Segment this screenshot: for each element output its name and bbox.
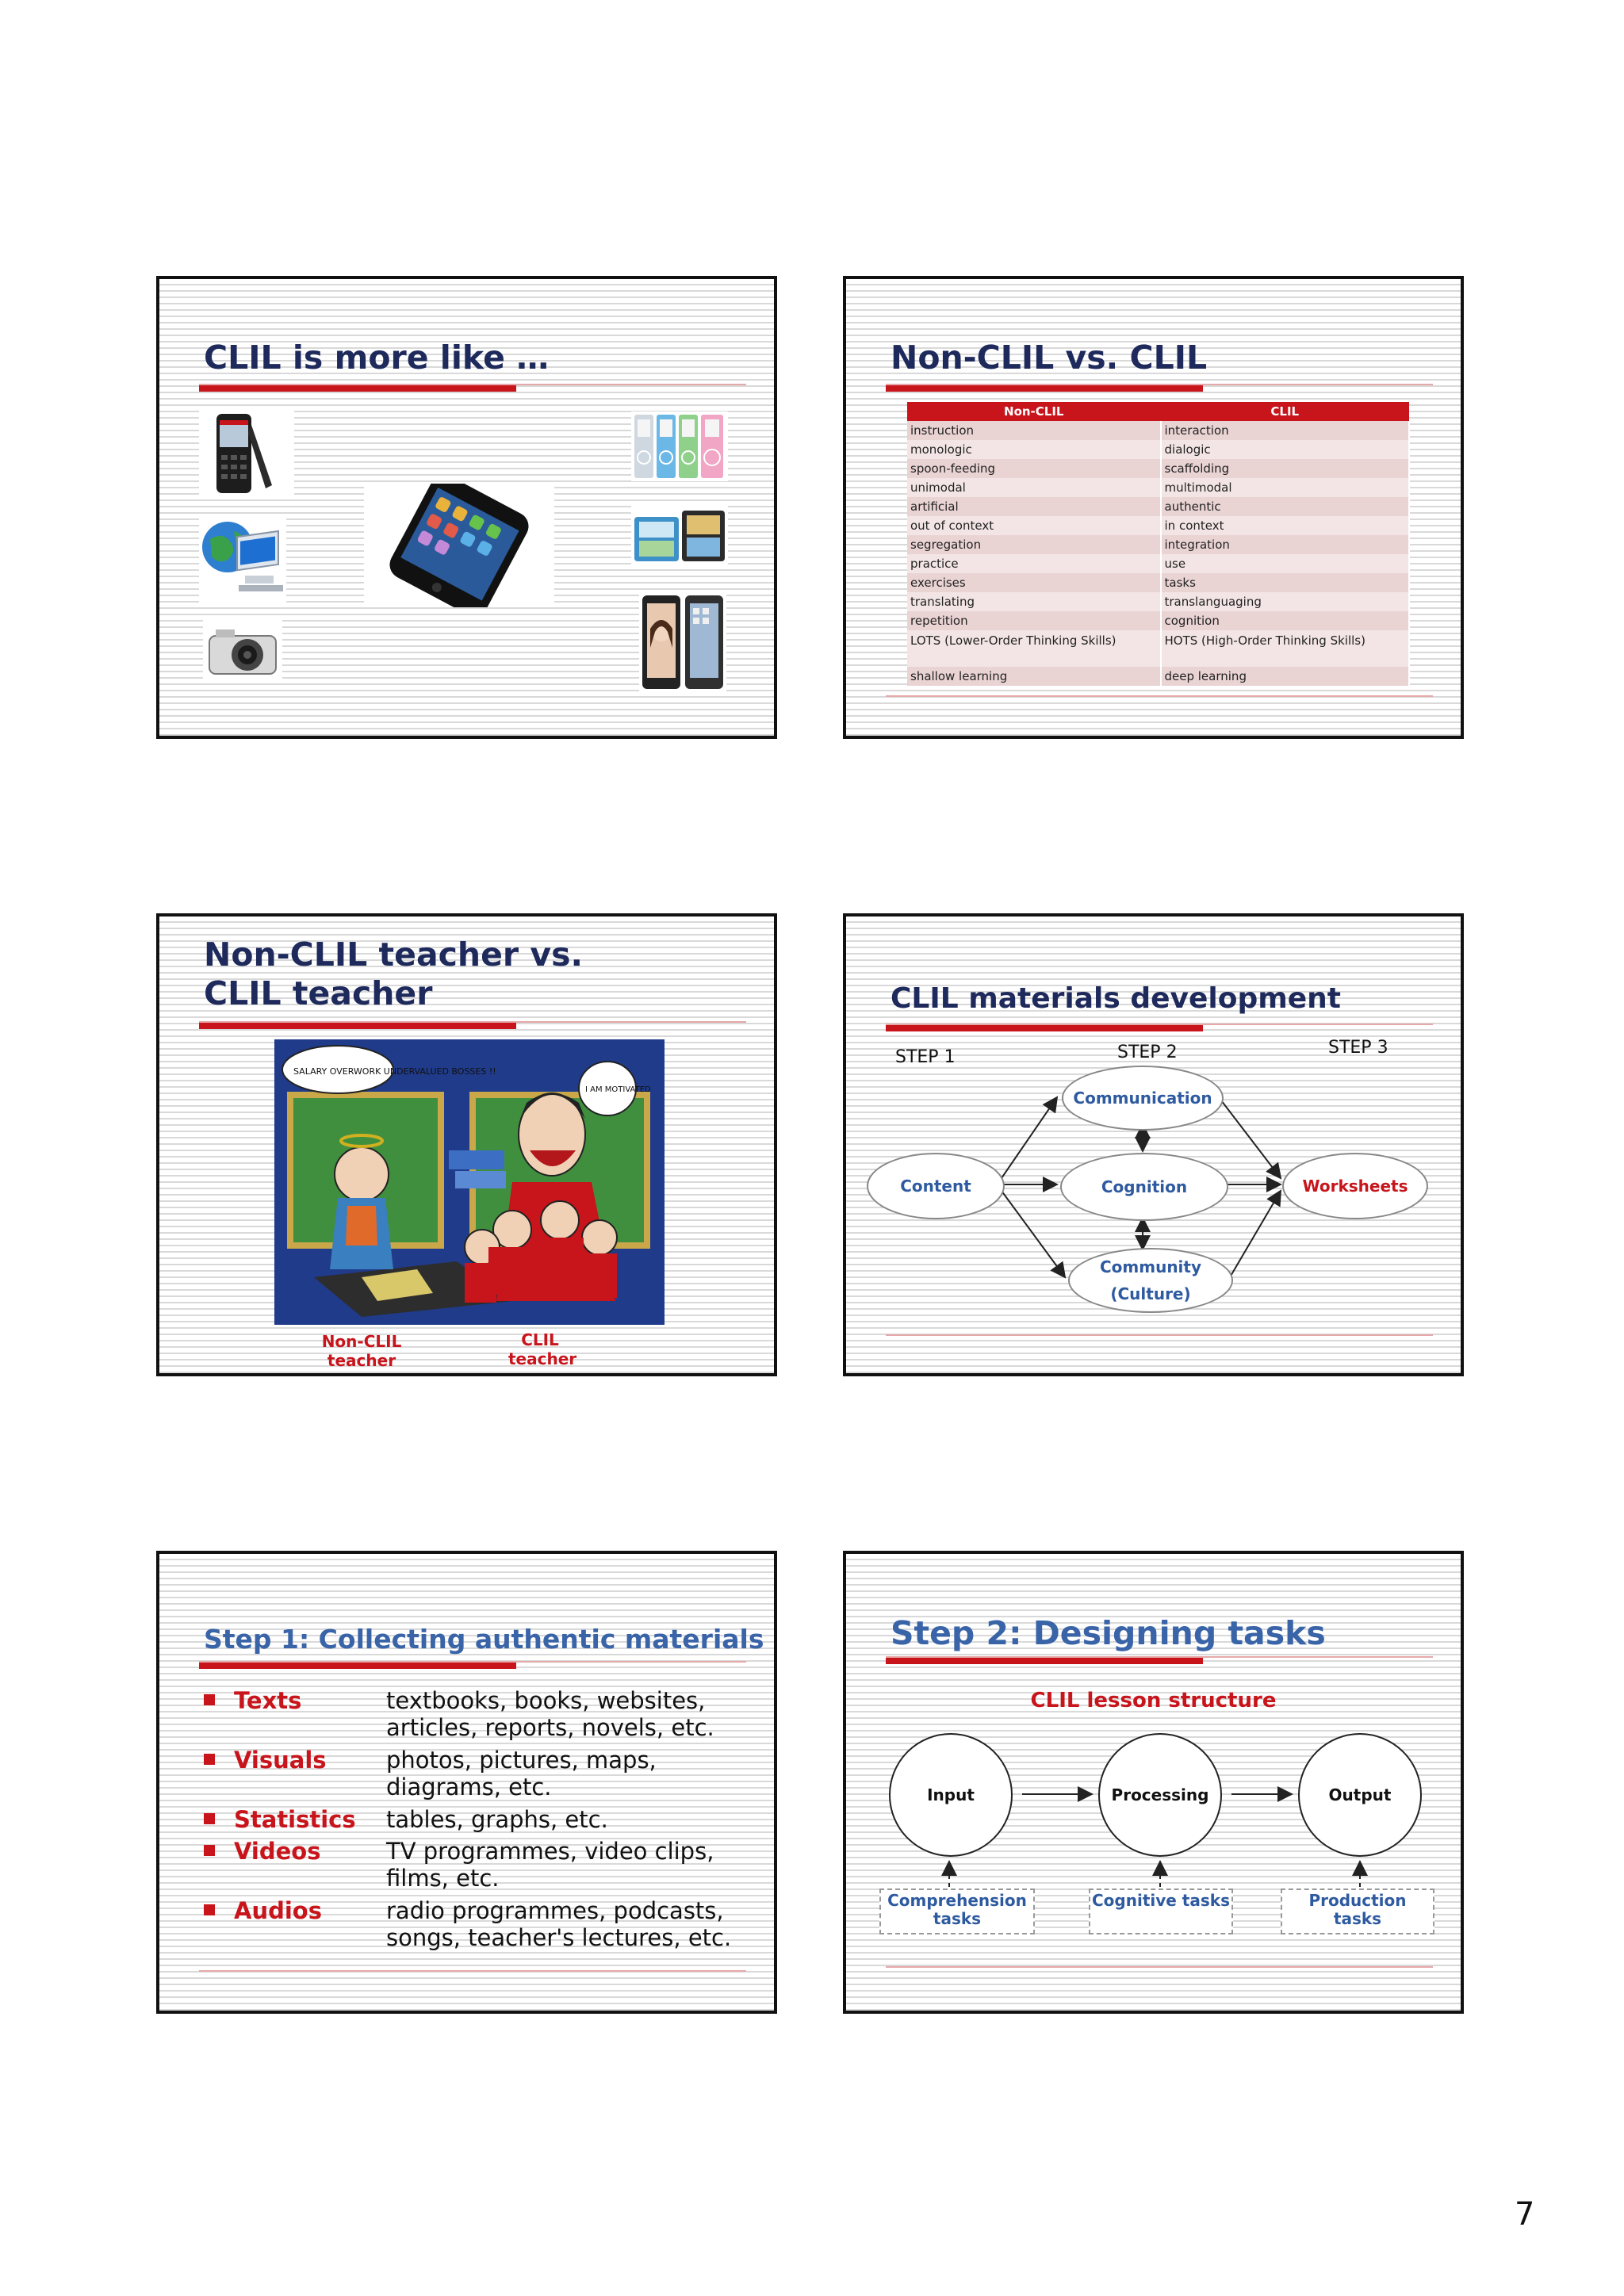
comprehension-tasks-box: Comprehension tasks [879, 1888, 1035, 1934]
table-cell: scaffolding [1161, 459, 1410, 478]
bottom-rule [886, 1966, 1433, 1968]
table-row [907, 459, 1409, 478]
table-cell: tasks [1161, 573, 1410, 592]
caption-non-clil-teacher: Non-CLIL teacher [321, 1332, 402, 1370]
slide-step1-materials [156, 1551, 777, 2014]
stage-output: Output [1298, 1733, 1422, 1857]
table-row [907, 630, 1409, 667]
bottom-rule [886, 1334, 1433, 1336]
teacher-cartoon-image [274, 1039, 665, 1325]
bullet-square-icon [204, 1813, 215, 1824]
slide-materials-development [843, 913, 1464, 1376]
step-1-label: STEP 1 [895, 1047, 956, 1067]
table-row [907, 478, 1409, 497]
table-row [907, 554, 1409, 573]
table-cell: instruction [907, 421, 1161, 440]
table-cell: shallow learning [907, 667, 1161, 686]
stage-input: Input [889, 1733, 1013, 1857]
mobile-phone-image [199, 409, 294, 498]
node-community-line2: (Culture) [1110, 1284, 1191, 1303]
video-phone-image [639, 592, 726, 692]
node-community-line1: Community [1099, 1257, 1202, 1276]
computer-image [199, 515, 286, 603]
list-item-label: Texts [234, 1687, 302, 1714]
bullet-square-icon [204, 1694, 215, 1705]
cognitive-tasks-box: Cognitive tasks [1089, 1888, 1233, 1934]
title-line-1: Non-CLIL teacher vs. [204, 936, 584, 974]
slide-title [204, 936, 583, 1013]
node-communication: Communication [1062, 1066, 1224, 1131]
list-item-text: radio programmes, podcasts, songs, teacher's lectures, etc. [386, 1897, 732, 1951]
list-item-text: photos, pictures, maps, diagrams, etc. [386, 1747, 657, 1800]
list-item-text: textbooks, books, websites, articles, reports, novels, etc. [386, 1687, 714, 1741]
table-cell: HOTS (High-Order Thinking Skills) [1161, 630, 1410, 667]
table-cell: practice [907, 554, 1161, 573]
speech-bubble-right-text: I AM MOTIVATED [585, 1085, 651, 1094]
slide-title: Step 2: Designing tasks [891, 1614, 1326, 1652]
handheld-consoles-image [631, 506, 728, 569]
table-row [907, 421, 1409, 440]
bullet-square-icon [204, 1845, 215, 1856]
table-cell: exercises [907, 573, 1161, 592]
page-number: 7 [1515, 2196, 1535, 2233]
table-header-row [907, 402, 1409, 421]
table-cell: integration [1161, 535, 1410, 554]
table-cell: monologic [907, 440, 1161, 459]
title-rule-thick [199, 1663, 516, 1669]
step-2-label: STEP 2 [1117, 1043, 1178, 1062]
list-item-text: TV programmes, video clips, films, etc. [386, 1838, 714, 1892]
table-row [907, 516, 1409, 535]
slide-teacher-comparison [156, 913, 777, 1376]
step-3-label: STEP 3 [1328, 1038, 1388, 1058]
table-cell: out of context [907, 516, 1161, 535]
bullet-square-icon [204, 1754, 215, 1765]
list-item-label: Visuals [234, 1747, 327, 1774]
lesson-structure-subtitle: CLIL lesson structure [1030, 1689, 1277, 1712]
node-community [1068, 1248, 1233, 1313]
slide-non-clil-vs-clil [843, 276, 1464, 739]
table-cell: repetition [907, 611, 1161, 630]
table-row [907, 440, 1409, 459]
table-cell: dialogic [1161, 440, 1410, 459]
title-rule-thick [199, 385, 516, 392]
list-item-label: Statistics [234, 1806, 356, 1833]
caption-clil-teacher: CLIL teacher [508, 1330, 577, 1368]
stage-processing: Processing [1098, 1733, 1222, 1857]
title-line-2: CLIL teacher [204, 974, 433, 1013]
slide-title: CLIL materials development [891, 982, 1342, 1015]
table-cell: unimodal [907, 478, 1161, 497]
list-item-label: Audios [234, 1897, 322, 1924]
table-cell: translating [907, 592, 1161, 611]
bottom-rule [199, 1970, 746, 1972]
table-cell: spoon-feeding [907, 459, 1161, 478]
node-worksheets: Worksheets [1282, 1153, 1428, 1219]
slide-title: CLIL is more like … [204, 339, 550, 377]
speech-bubble-left-text: SALARY OVERWORK UNDERVALUED BOSSES !! [293, 1066, 496, 1077]
bullet-square-icon [204, 1904, 215, 1915]
slide-clil-more-like [156, 276, 777, 739]
table-row [907, 497, 1409, 516]
table-cell: deep learning [1161, 667, 1410, 686]
table-cell: segregation [907, 535, 1161, 554]
table-cell: use [1161, 554, 1410, 573]
music-players-image [631, 411, 728, 481]
title-rule-thick [886, 385, 1203, 392]
table-cell: multimodal [1161, 478, 1410, 497]
table-cell: translanguaging [1161, 592, 1410, 611]
title-rule-thick [199, 1023, 516, 1029]
table-cell: authentic [1161, 497, 1410, 516]
column-header-non-clil: Non-CLIL [907, 402, 1161, 421]
table-cell: LOTS (Lower-Order Thinking Skills) [907, 630, 1161, 667]
smartphone-image [364, 484, 554, 607]
node-cognition: Cognition [1060, 1153, 1228, 1221]
node-content: Content [867, 1153, 1005, 1219]
slide-title: Step 1: Collecting authentic materials [204, 1624, 764, 1655]
table-row [907, 667, 1409, 686]
table-cell: cognition [1161, 611, 1410, 630]
table-row [907, 611, 1409, 630]
table-cell: interaction [1161, 421, 1410, 440]
table-cell: in context [1161, 516, 1410, 535]
table-row [907, 535, 1409, 554]
table-row [907, 592, 1409, 611]
table-row [907, 573, 1409, 592]
list-item-label: Videos [234, 1838, 321, 1865]
camera-image [203, 620, 282, 680]
table-cell: artificial [907, 497, 1161, 516]
slide-title: Non-CLIL vs. CLIL [891, 339, 1208, 377]
comparison-table [907, 402, 1410, 686]
list-item-text: tables, graphs, etc. [386, 1806, 608, 1833]
slide-step2-designing-tasks [843, 1551, 1464, 2014]
column-header-clil: CLIL [1161, 402, 1410, 421]
production-tasks-box: Production tasks [1281, 1888, 1434, 1934]
bottom-rule [886, 695, 1433, 697]
